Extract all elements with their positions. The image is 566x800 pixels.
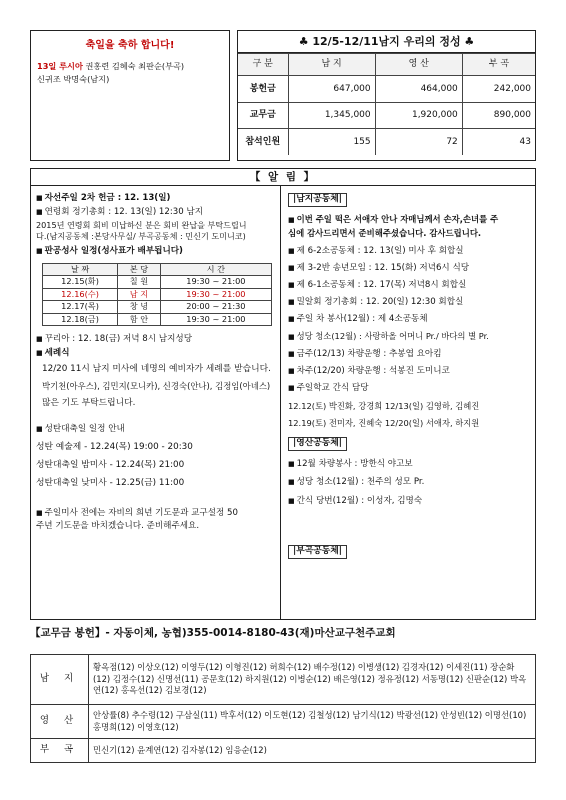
feast-day-box <box>30 30 230 161</box>
square-bullet-icon: ■ <box>36 508 43 517</box>
newcomer-names: 박명숙(남지) <box>63 73 110 84</box>
notice-item: ■ 성당 청소(12월) : 천주의 성모 Pr. <box>288 477 425 488</box>
schedule-cell: 창 녕 <box>118 301 161 314</box>
square-bullet-icon: ■ <box>288 314 295 323</box>
schedule-row <box>43 313 272 326</box>
donor-row <box>31 739 536 763</box>
notice-text: 많은 기도 부탁드립니다. <box>42 397 136 408</box>
notice-item: ■ 판공성사 일정(성사표가 배부됩니다) <box>36 246 183 257</box>
notice-text: 심에 감사드리면서 준비해주셨습니다. 감사드립니다. <box>288 228 482 239</box>
schedule-cell: 19:30 ~ 21:00 <box>160 288 271 301</box>
donor-names: 황옥점(12) 이상오(12) 이영두(12) 이형진(12) 허희수(12) 배수정(12) 이병생(12) 김경자(12) 이세진(11) 장순화(12) 김정수(12) 신명선(11) 공문호(12) 하지원(12) 이병순(12) 배은영(12) 정유정(12) 서동명(12) 신판순(12) 박옥연(12) 홍옥선(12) 김보경(12) <box>89 655 536 705</box>
feast-names: 권홍련 김혜숙 최판순(부곡) <box>85 60 185 71</box>
square-bullet-icon: ■ <box>288 297 295 306</box>
confession-schedule-table <box>42 263 272 327</box>
offering-cell: 72 <box>375 129 462 156</box>
notice-item: ■ 간식 당번(12월) : 이성자, 김명숙 <box>288 495 423 506</box>
square-bullet-icon: ■ <box>288 350 295 358</box>
square-bullet-icon: ■ <box>288 246 295 255</box>
schedule-cell: 12.15(화) <box>43 276 118 289</box>
notice-title: 【 알 림 】 <box>31 169 535 186</box>
offering-header: 부 곡 <box>462 54 535 76</box>
notice-text: 주년 기도문을 바치겠습니다. 준비해주세요. <box>36 521 200 532</box>
feast-day-title: 축일을 축하 합니다! <box>85 40 175 51</box>
section-heading-namji: |남지공동체| <box>288 193 347 207</box>
feast-day-line <box>37 61 223 72</box>
square-bullet-icon: ■ <box>288 215 295 224</box>
schedule-cell: 19:30 ~ 21:00 <box>160 276 271 289</box>
schedule-header: 시 간 <box>160 263 271 276</box>
offering-title: ♣ 12/5-12/11남지 우리의 정성 ♣ <box>238 31 535 53</box>
notice-item: ■ 금주(12/13) 차량운행 : 추봉엽 요아킴 <box>288 349 442 359</box>
offering-row <box>238 102 535 129</box>
schedule-cell: 남 지 <box>118 288 161 301</box>
notice-item: ■ 연령회 정기총회 : 12. 13(일) 12:30 남지 <box>36 206 204 217</box>
donor-names: 안상률(8) 추수령(12) 구삼실(11) 박후서(12) 이도현(12) 김철성(12) 남기식(12) 박광선(12) 안성빈(12) 이명선(10) 홍명희(12) 이영호(12) <box>89 705 536 739</box>
notice-item: ■ 차주(12/20) 차량운행 : 석봉진 도미니코 <box>288 366 450 377</box>
schedule-row-highlight <box>43 288 272 301</box>
schedule-cell: 칠 원 <box>118 276 161 289</box>
square-bullet-icon: ■ <box>36 194 43 202</box>
schedule-cell: 12.16(수) <box>43 288 118 301</box>
notice-item: ■ 주일미사 전에는 자비의 희년 기도문과 교구설정 50 <box>36 507 238 518</box>
donor-group: 영 산 <box>31 705 89 739</box>
christmas-schedule <box>36 438 275 492</box>
square-bullet-icon: ■ <box>288 496 295 505</box>
baptism-block <box>36 361 275 412</box>
donor-group: 남 지 <box>31 655 89 705</box>
schedule-cell: 20:00 ~ 21:30 <box>160 301 271 314</box>
schedule-cell: 12.17(목) <box>43 301 118 314</box>
offering-row-label: 봉헌금 <box>238 76 288 103</box>
notice-text: 다.(남지공동체 :본당사무실/ 부곡공동체 : 민신기 도미니코) <box>36 231 246 242</box>
notice-text: 성탄대축일 밤미사 - 12.24(목) 21:00 <box>36 459 185 470</box>
notice-item: ■ 제 3-2반 송년모임 : 12. 15(화) 저녁6시 식당 <box>288 262 470 273</box>
square-bullet-icon: ■ <box>288 280 295 289</box>
schedule-header: 본 당 <box>118 263 161 276</box>
snack-schedule <box>288 398 529 431</box>
square-bullet-icon: ■ <box>36 348 43 357</box>
yeongsan-notice-list <box>288 456 529 509</box>
newcomer-label: 신귀조 <box>37 73 61 84</box>
offering-cell: 242,000 <box>462 76 535 103</box>
donor-group: 부 곡 <box>31 739 89 763</box>
notice-item: ■ 세례식 <box>36 347 70 358</box>
offering-row <box>238 129 535 156</box>
offering-cell: 155 <box>288 129 375 156</box>
namji-notice-list <box>288 244 529 396</box>
offering-cell: 464,000 <box>375 76 462 103</box>
notice-text: 성탄 예술제 - 12.24(목) 19:00 - 20:30 <box>36 441 193 452</box>
notice-item: ■ 제 6-1소공동체 : 12. 17(목) 저녁8시 회합실 <box>288 279 467 290</box>
notice-item: ■ 꾸리아 : 12. 18(금) 저녁 8시 남지성당 <box>36 334 193 345</box>
offering-cell: 1,345,000 <box>288 102 375 129</box>
offering-header: 남 지 <box>288 54 375 76</box>
schedule-cell: 함 안 <box>118 313 161 326</box>
notice-item: ■ 성당 청소(12월) : 사랑하올 어머니 Pr./ 바다의 별 Pr. <box>288 330 489 341</box>
offering-cell: 43 <box>462 129 535 156</box>
notice-text: 12/20 11시 남지 미사에 네명의 예비자가 세례를 받습니다. <box>42 364 271 375</box>
schedule-row <box>43 276 272 289</box>
notice-item: ■ 제 6-2소공동체 : 12. 13(일) 미사 후 회합실 <box>288 245 464 256</box>
notice-item: ■ 밀알회 정기총회 : 12. 20(일) 12:30 회합실 <box>288 296 464 307</box>
notice-text: 12.19(토) 전미자, 진혜숙 12/20(일) 서애자, 하지원 <box>288 417 480 428</box>
bank-transfer-info: 【교무금 봉헌】- 자동이체, 농협)355-0014-8180-43(재)마산교구천주교회 <box>30 627 396 639</box>
section-heading-bugok: |부곡공동체| <box>288 545 347 559</box>
notice-item: ■ 주일 차 봉사(12월) : 제 4소공동체 <box>288 313 428 324</box>
notice-item: ■ 주일학교 간식 담당 <box>288 383 369 394</box>
feast-date: 13일 루시아 <box>37 60 83 71</box>
notice-text: 2015년 연령회 회비 미납하신 분은 회비 완납을 부탁드립니 <box>36 220 247 231</box>
notice-item: ■ 이번 주일 떡은 서애자 안나 자매님께서 손자,손녀를 주 <box>288 213 499 224</box>
square-bullet-icon: ■ <box>288 460 295 469</box>
square-bullet-icon: ■ <box>288 384 295 393</box>
notice-text: 12.12(토) 박진화, 강경희 12/13(일) 김영하, 김혜진 <box>288 401 480 412</box>
offering-table <box>238 53 535 155</box>
offering-row-label: 교무금 <box>238 102 288 129</box>
notice-left-column <box>31 186 281 619</box>
section-heading-yeongsan: |영산공동체| <box>288 437 347 451</box>
offering-cell: 1,920,000 <box>375 102 462 129</box>
donor-row <box>31 705 536 739</box>
offering-cell: 647,000 <box>288 76 375 103</box>
notice-item: ■ 12월 차량봉사 : 방한식 야고보 <box>288 459 413 470</box>
offering-row <box>238 76 535 103</box>
donor-table <box>30 654 536 763</box>
offering-row-label: 참석인원 <box>238 129 288 156</box>
offering-header: 영 산 <box>375 54 462 76</box>
donor-row <box>31 655 536 705</box>
square-bullet-icon: ■ <box>288 263 295 272</box>
offering-header-row <box>238 54 535 76</box>
square-bullet-icon: ■ <box>36 247 43 256</box>
notice-item: ■ 성탄대축일 일정 안내 <box>36 423 125 434</box>
schedule-cell: 12.18(금) <box>43 313 118 326</box>
schedule-header: 날 짜 <box>43 263 118 276</box>
offering-summary <box>237 30 536 161</box>
notice-board <box>30 168 536 620</box>
notice-item: ■ 자선주일 2차 헌금 : 12. 13(일) <box>36 193 171 203</box>
square-bullet-icon: ■ <box>36 424 43 433</box>
donor-names: 민신기(12) 윤계연(12) 김자봉(12) 임응순(12) <box>89 739 536 763</box>
square-bullet-icon: ■ <box>36 335 43 344</box>
newcomer-line <box>37 74 223 85</box>
notice-right-column <box>282 186 535 619</box>
square-bullet-icon: ■ <box>288 332 295 341</box>
square-bullet-icon: ■ <box>36 207 43 216</box>
schedule-row <box>43 301 272 314</box>
square-bullet-icon: ■ <box>288 478 295 487</box>
offering-header: 구 분 <box>238 54 288 76</box>
schedule-header-row <box>43 263 272 276</box>
notice-text: 박기천(아우스), 김민지(모니카), 신경숙(안나), 김정임(아네스) <box>42 381 271 392</box>
square-bullet-icon: ■ <box>288 367 295 376</box>
offering-cell: 890,000 <box>462 102 535 129</box>
notice-text: 성탄대축일 낮미사 - 12.25(금) 11:00 <box>36 477 185 488</box>
schedule-cell: 19:30 ~ 21:00 <box>160 313 271 326</box>
